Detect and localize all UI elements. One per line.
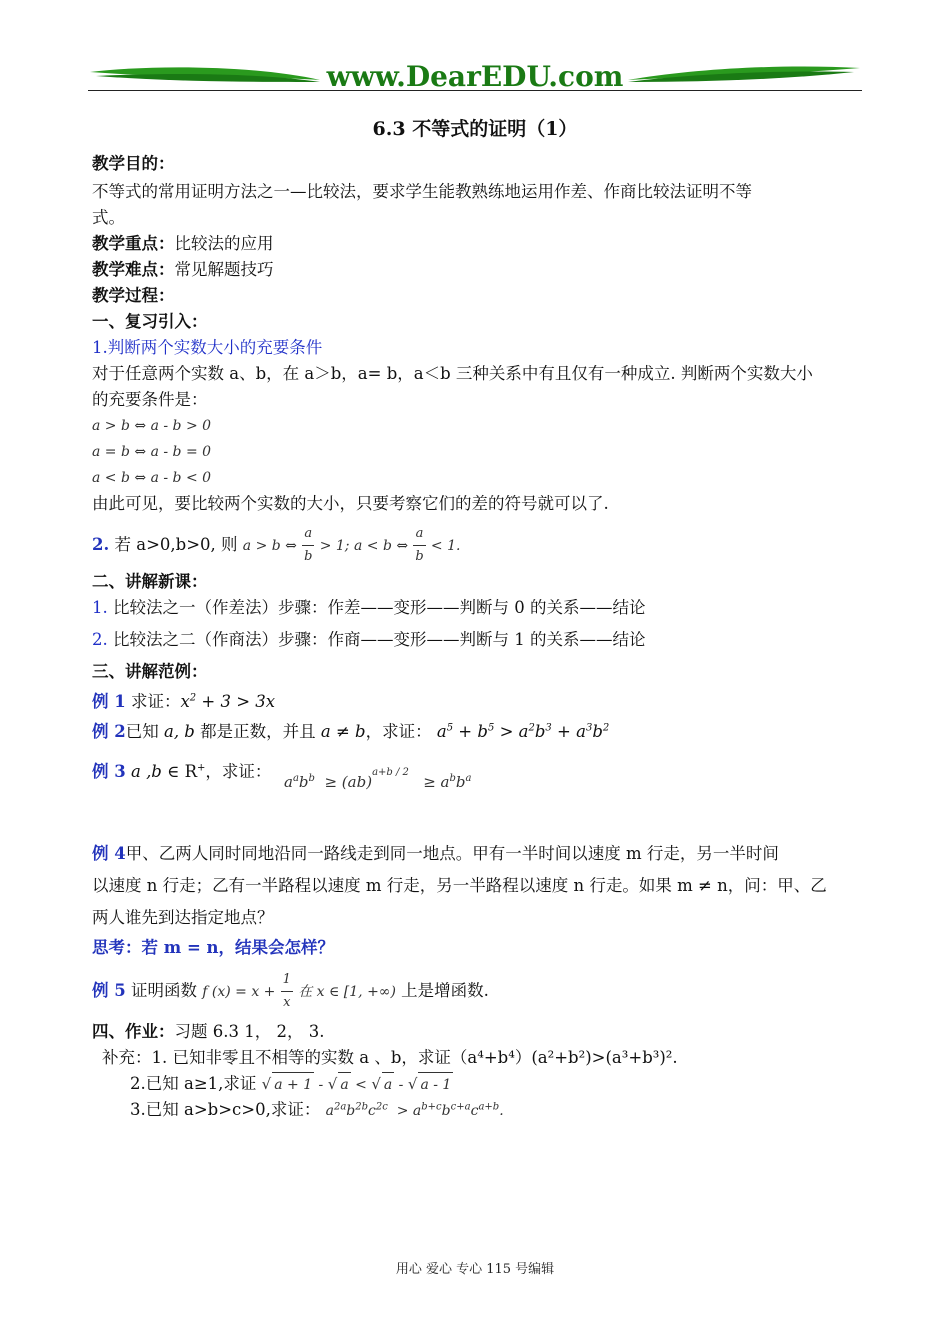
formula-equal: a = b ⇔ a - b = 0 xyxy=(92,444,212,460)
difficulty-text: 常见解题技巧 xyxy=(174,260,274,279)
section-1-item-2 xyxy=(92,522,460,569)
example-2-condition: a ≠ b xyxy=(320,722,366,741)
example-4-label: 例 4 xyxy=(92,844,126,863)
process-heading: 教学过程： xyxy=(92,286,175,305)
method-2-number: 2. xyxy=(92,630,108,649)
supplement-3-text: 3.已知 a>b>c>0,求证： xyxy=(130,1100,321,1119)
objective-line-2: 式。 xyxy=(92,208,125,227)
example-4-line-2: 以速度 n 行走；乙有一半路程以速度 m 行走，另一半路程以速度 n 行走。如果 m ≠ n，问：甲、乙 xyxy=(92,876,827,895)
supplement-2-text: 2.已知 a≥1,求证 xyxy=(130,1074,257,1093)
supplement-2 xyxy=(130,1072,453,1097)
supplement-3-formula: $a^{2a}b^{2b}c^{2c} > a^{b+c}b^{c+a}c^{a+b}$. xyxy=(325,1101,504,1119)
objective-heading: 教学目的： xyxy=(92,154,175,173)
example-2-text-b: 都是正数，并且 xyxy=(200,722,316,741)
logo-text: www.DearEDU.com xyxy=(326,60,624,93)
example-1-label: 例 1 xyxy=(92,692,126,711)
section-1-para-1: 对于任意两个实数 a、b，在 a＞b，a= b，a＜b 三种关系中有且仅有一种成立. 判断两个实数大小 xyxy=(92,364,813,383)
example-5-label: 例 5 xyxy=(92,981,126,1000)
key-point-text: 比较法的应用 xyxy=(174,234,274,253)
section-1-para-2: 的充要条件是： xyxy=(92,390,208,409)
objective-line-1: 不等式的常用证明方法之一—比较法，要求学生能教熟练地运用作差、作商比较法证明不等 xyxy=(92,182,752,201)
section-1-conclusion: 由此可见，要比较两个实数的大小，只要考察它们的差的符号就可以了. xyxy=(92,494,609,513)
site-header xyxy=(88,58,862,98)
think-question: 思考：若 m = n，结果会怎样？ xyxy=(92,938,335,957)
method-1-number: 1. xyxy=(92,598,108,617)
example-5-formula-lhs: f (x) = x + xyxy=(202,984,276,1000)
example-1-formula: $x^2 + 3 > 3x$ xyxy=(180,692,276,711)
section-1-heading: 一、复习引入： xyxy=(92,312,208,331)
fraction-1-over-x: $\frac{1}{x}$ xyxy=(281,969,293,1014)
fraction-a-over-b-2: $\frac{a}{b}$ xyxy=(413,523,425,568)
example-5-text-b: 上是增函数. xyxy=(401,981,489,1000)
difficulty xyxy=(92,258,274,282)
example-5 xyxy=(92,968,489,1015)
example-3-text: ，求证： xyxy=(205,762,272,781)
example-2-formula: $a^5 + b^5 > a^2b^3 + a^3b^2$ xyxy=(436,722,610,741)
footer: 用心 爱心 专心 115 号编辑 xyxy=(395,1262,555,1277)
method-1-text: 比较法之一（作差法）步骤：作差——变形——判断与 0 的关系——结论 xyxy=(113,598,646,617)
section-1-sub-1: 1.判断两个实数大小的充要条件 xyxy=(92,338,323,357)
item-2-formula-b: > 1; a < b ⇔ xyxy=(319,538,409,554)
section-3-heading: 三、讲解范例： xyxy=(92,662,208,681)
example-4-line-3: 两人谁先到达指定地点？ xyxy=(92,908,274,927)
header-rule xyxy=(88,90,862,91)
supplement-3 xyxy=(130,1098,504,1123)
item-2-text: 若 a>0,b>0, 则 xyxy=(114,535,238,554)
example-3-label: 例 3 xyxy=(92,762,126,781)
method-2-text: 比较法之二（作商法）步骤：作商——变形——判断与 1 的关系——结论 xyxy=(113,630,646,649)
example-2-text-c: ，求证： xyxy=(365,722,432,741)
section-2-heading: 二、讲解新课： xyxy=(92,572,208,591)
homework xyxy=(92,1020,324,1044)
item-2-formula-c: < 1. xyxy=(430,538,461,554)
item-2-formula-a: a > b ⇔ xyxy=(242,538,297,554)
formula-greater: a > b ⇔ a - b > 0 xyxy=(92,418,212,434)
example-2-label: 例 2 xyxy=(92,722,126,741)
section-4-heading: 四、作业： xyxy=(92,1022,175,1041)
example-2-text-a: 已知 xyxy=(125,722,159,741)
formula-less: a < b ⇔ a - b < 0 xyxy=(92,470,212,486)
example-4-text-1: 甲、乙两人同时同地沿同一路线走到同一地点。甲有一半时间以速度 m 行走，另一半时间 xyxy=(125,844,779,863)
example-2 xyxy=(92,720,609,744)
example-3-condition: a ,b xyxy=(130,762,162,781)
fraction-a-over-b: $\frac{a}{b}$ xyxy=(302,523,314,568)
method-2 xyxy=(92,628,646,652)
homework-text: 习题 6.3 1， 2， 3. xyxy=(174,1022,325,1041)
example-3: 例 3 a ,b ∈ R+，求证： xyxy=(92,762,272,781)
example-4-line-1 xyxy=(92,842,779,866)
supplement-1: 补充：1. 已知非零且不相等的实数 a 、b，求证（a⁴+b⁴）(a²+b²)>(a³+b³)². xyxy=(102,1048,678,1067)
example-3-formula: $a^ab^b \ge (ab)^{a+b / 2} \ge a^bb^a$ xyxy=(284,767,472,791)
method-1 xyxy=(92,596,646,620)
key-point-label: 教学重点： xyxy=(92,234,175,253)
difficulty-label: 教学难点： xyxy=(92,260,175,279)
key-point xyxy=(92,232,274,256)
example-5-domain: 在 x ∈ [1, +∞) xyxy=(298,984,396,1000)
example-5-text-a: 证明函数 xyxy=(130,981,197,1000)
supplement-2-formula: √ a + 1 - √ a < √ a - √ a - 1 xyxy=(262,1077,454,1093)
item-2-number: 2. xyxy=(92,535,110,554)
page-title: 6.3 不等式的证明（1） xyxy=(372,118,578,140)
example-1-text: 求证： xyxy=(130,692,181,711)
example-2-vars: a, b xyxy=(163,722,195,741)
example-1 xyxy=(92,690,275,714)
